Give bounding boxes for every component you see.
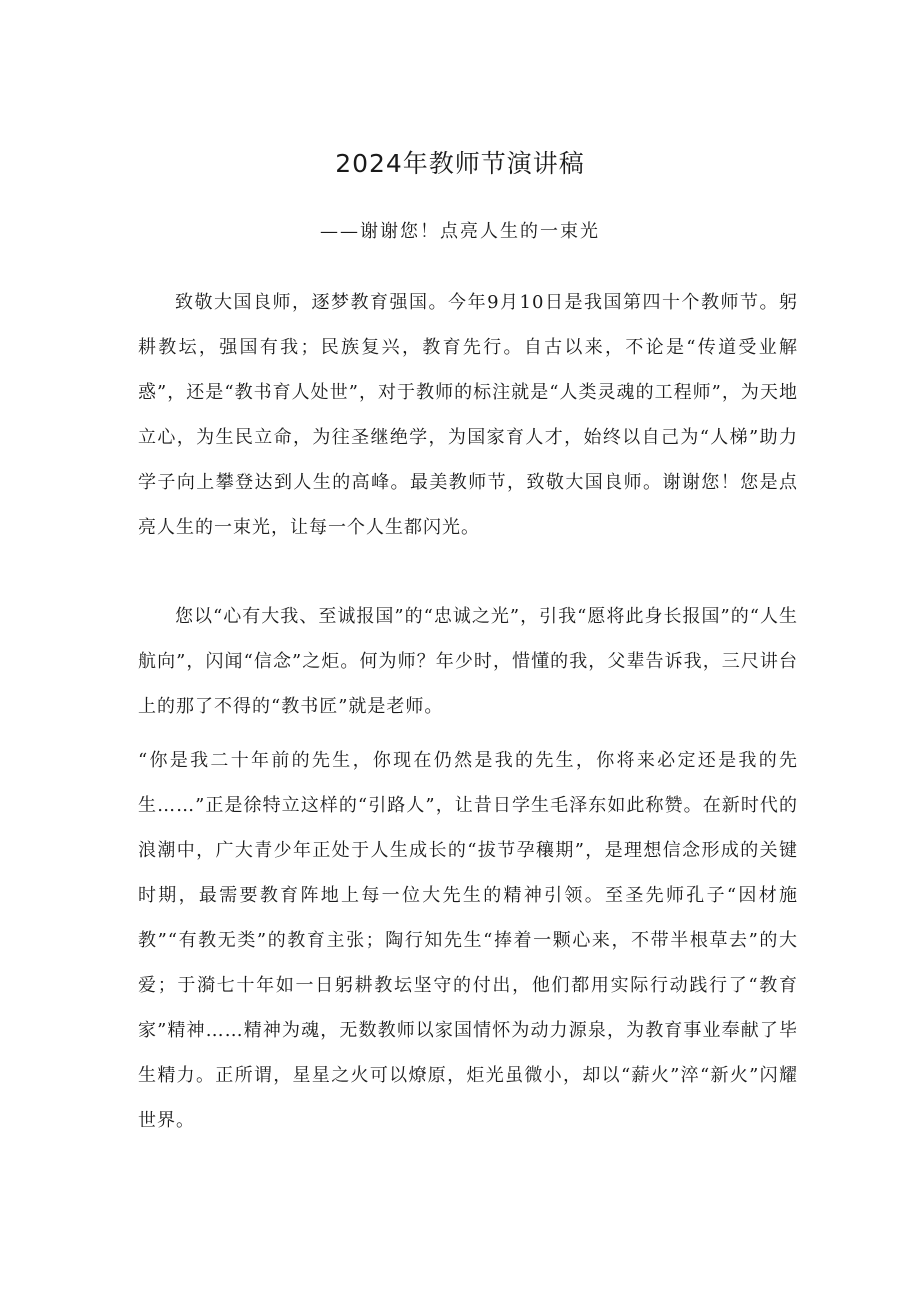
paragraph-2: 您以“心有大我、至诚报国”的“忠诚之光”，引我“愿将此身长报国”的“人生航向”，闪闻“信念”之炬。何为师？年少时，惜懂的我，父辈告诉我，三尺讲台上的那了不得的“教书匠”就是老师。 (138, 606, 798, 717)
document-title: 2024年教师节演讲稿 (335, 149, 585, 178)
paragraph-1: 致敬大国良师，逐梦教育强国。今年9月10日是我国第四十个教师节。躬耕教坛，强国有我；民族复兴，教育先行。自古以来，不论是“传道受业解惑”，还是“教书育人处世”，对于教师的标注就是“人类灵魂的工程师”，为天地立心，为生民立命，为往圣继绝学，为国家育人才，始终以自己为“人梯”助力学子向上攀登达到人生的高峰。最美教师节，致敬大国良师。谢谢您！您是点亮人生的一束光，让每一个人生都闪光。 (138, 292, 798, 538)
paragraph-3: “你是我二十年前的先生，你现在仍然是我的先生，你将来必定还是我的先生……”正是徐特立这样的“引路人”，让昔日学生毛泽东如此称赞。在新时代的浪潮中，广大青少年正处于人生成长的“拔节孕穰期”，是理想信念形成的关键时期，最需要教育阵地上每一位大先生的精神引领。至圣先师孔子“因材施教”“有教无类”的教育主张；陶行知先生“捧着一颗心来，不带半根草去”的大爱；于漪七十年如一日躬耕教坛坚守的付出，他们都用实际行动践行了“教育家”精神……精神为魂，无数教师以家国情怀为动力源泉，为教育事业奉献了毕生精力。正所谓，星星之火可以燎原，炬光虽微小，却以“薪火”淬“新火”闪耀世界。 (138, 750, 798, 1131)
document-subtitle: ——谢谢您！点亮人生的一束光 (320, 221, 600, 242)
